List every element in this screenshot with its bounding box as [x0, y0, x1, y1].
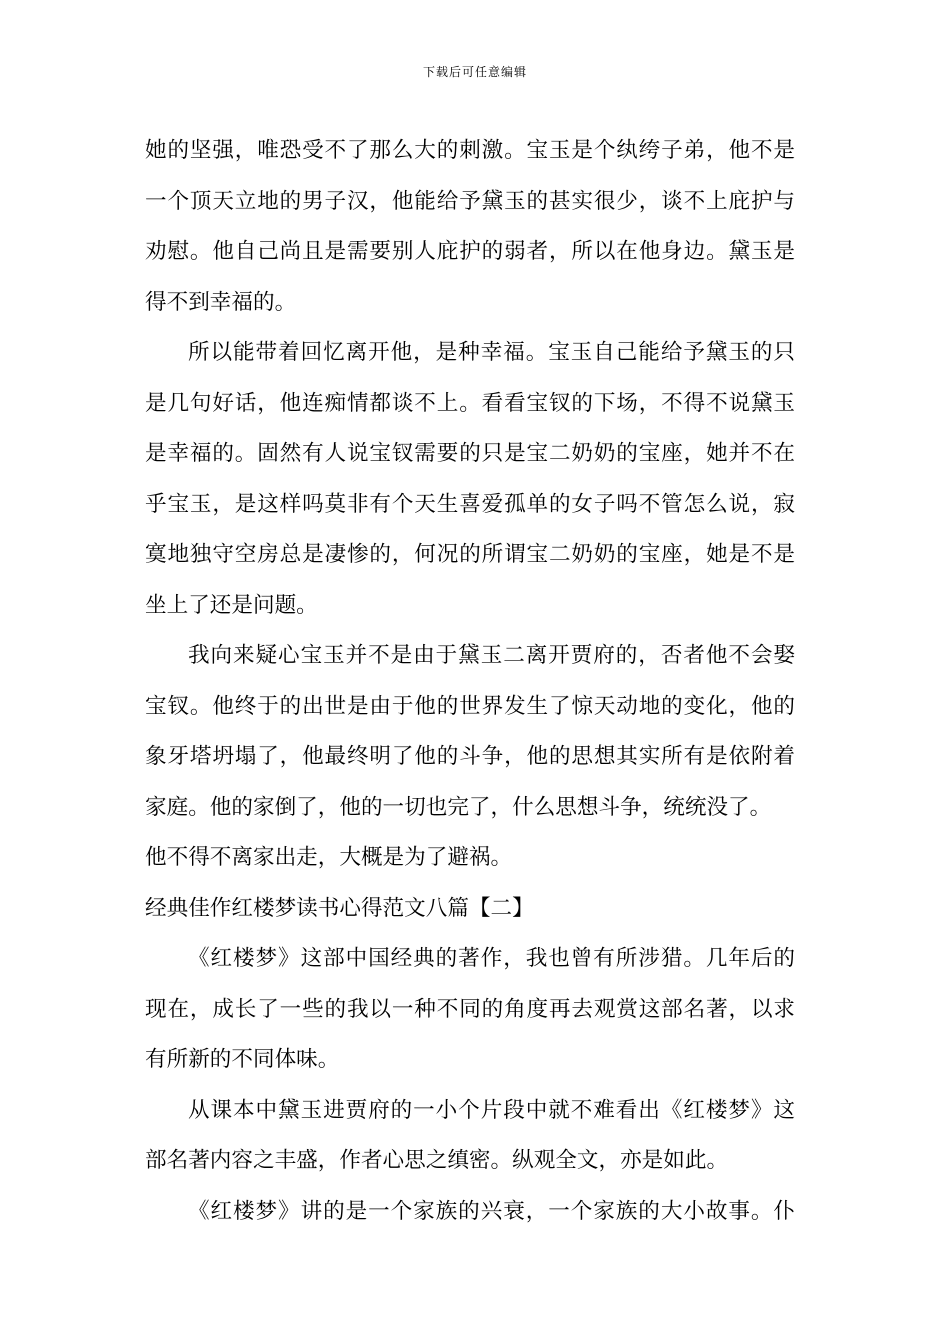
text-line: 他不得不离家出走，大概是为了避祸。	[145, 845, 513, 870]
text-line: 象牙塔坍塌了，他最终明了他的斗争，他的思想其实所有是依附着	[145, 744, 795, 769]
text-line: 宝钗。他终于的出世是由于他的世界发生了惊天动地的变化，他的	[145, 693, 795, 719]
section-heading: 经典佳作红楼梦读书心得范文八篇【二】	[145, 895, 534, 921]
text-line: 有所新的不同体味。	[145, 1047, 340, 1072]
paragraph-first-line: 《红楼梦》这部中国经典的著作，我也曾有所涉猎。几年后的	[188, 946, 795, 971]
text-line: 乎宝玉，是这样吗莫非有个天生喜爱孤单的女子吗不管怎么说，寂	[145, 491, 795, 517]
document-body	[145, 126, 795, 1237]
text-line: 部名著内容之丰盛，作者心思之缜密。纵观全文，亦是如此。	[145, 1148, 729, 1173]
text-line: 是幸福的。固然有人说宝钗需要的只是宝二奶奶的宝座，她并不在	[145, 441, 795, 466]
paragraph-first-line: 从课本中黛玉进贾府的一小个片段中就不难看出《红楼梦》这	[188, 1097, 795, 1123]
text-line: 得不到幸福的。	[145, 289, 297, 315]
paragraph-first-line: 所以能带着回忆离开他，是种幸福。宝玉自己能给予黛玉的只	[188, 340, 795, 365]
paragraph-first-line: 《红楼梦》讲的是一个家族的兴衰，一个家族的大小故事。仆	[188, 1198, 795, 1224]
text-line: 她的坚强，唯恐受不了那么大的刺激。宝玉是个纨绔子弟，他不是	[145, 138, 795, 163]
paragraph-first-line: 我向来疑心宝玉并不是由于黛玉二离开贾府的，否者他不会娶	[188, 643, 795, 668]
text-line: 是几句好话，他连痴情都谈不上。看看宝钗的下场，不得不说黛玉	[145, 390, 795, 416]
text-line: 家庭。他的家倒了，他的一切也完了，什么思想斗争，统统没了。	[145, 794, 772, 820]
text-line: 劝慰。他自己尚且是需要别人庇护的弱者，所以在他身边。黛玉是	[145, 239, 795, 264]
text-line: 一个顶天立地的男子汉，他能给予黛玉的甚实很少，谈不上庇护与	[145, 188, 795, 214]
text-line: 现在，成长了一些的我以一种不同的角度再去观赏这部名著，以求	[145, 996, 795, 1022]
text-line: 坐上了还是问题。	[145, 592, 318, 618]
text-line: 寞地独守空房总是凄惨的，何况的所谓宝二奶奶的宝座，她是不是	[145, 542, 795, 567]
page-header: 下载后可任意编辑	[422, 65, 527, 79]
